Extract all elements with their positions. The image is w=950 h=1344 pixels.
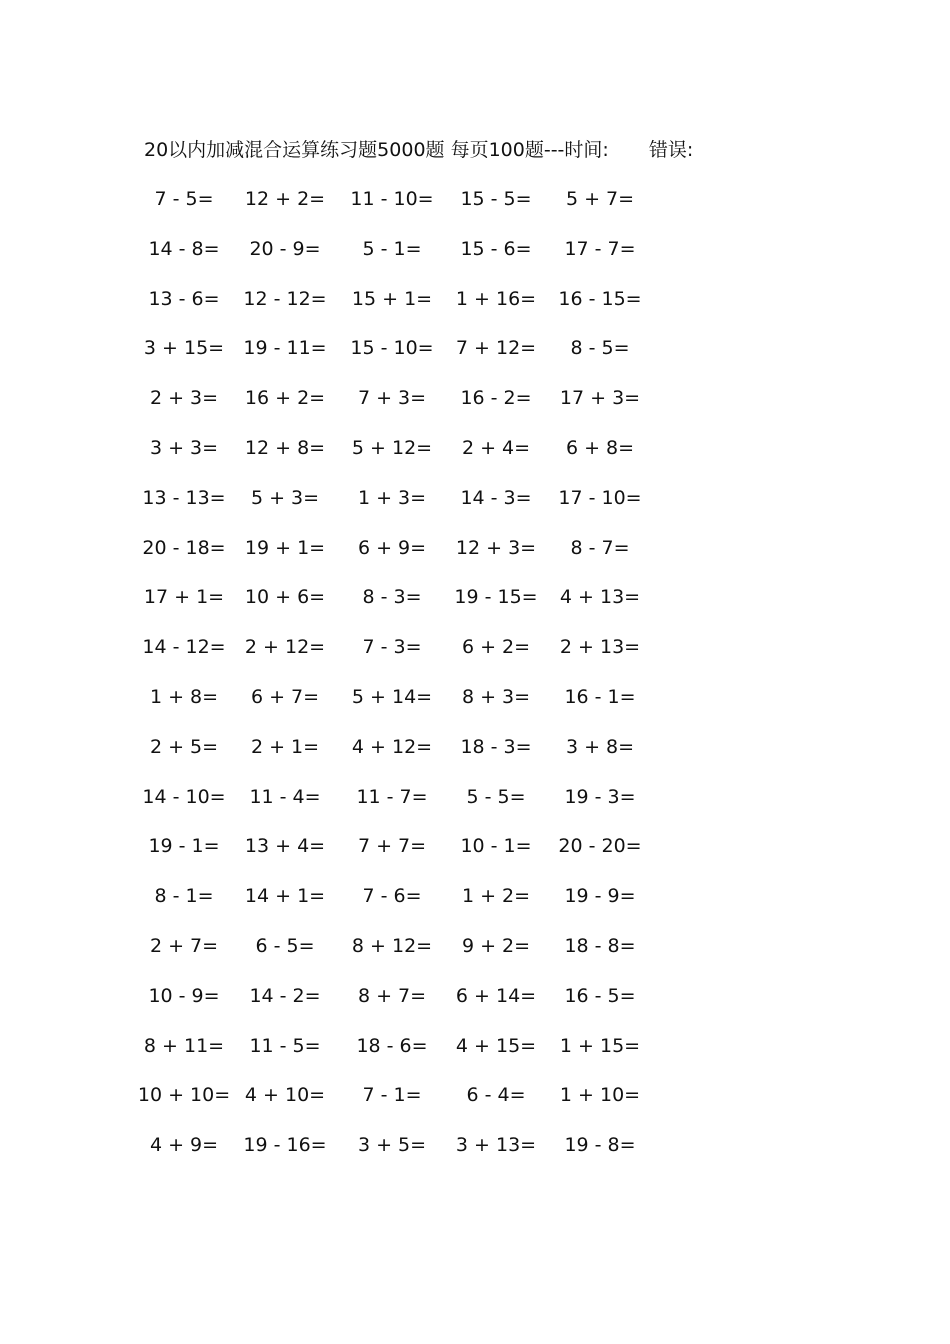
math-problem: 2 + 5= [149,735,219,758]
math-problem: 11 - 7= [356,785,428,808]
math-problem: 7 - 1= [362,1084,422,1107]
math-problem: 3 + 15= [143,337,225,360]
math-problem: 8 + 11= [143,1034,225,1057]
math-problem: 10 - 9= [148,984,220,1007]
problem-row [0,784,950,810]
math-problem: 20 - 9= [249,237,321,260]
math-problem: 8 - 3= [362,586,422,609]
math-problem: 12 + 2= [244,188,326,210]
math-problem: 12 + 3= [455,536,537,559]
math-problem: 4 + 13= [559,586,641,609]
math-problem: 7 + 7= [357,835,427,858]
math-problem: 8 + 3= [461,686,531,708]
math-problem: 15 - 6= [460,237,532,260]
math-problem: 14 - 3= [460,486,532,509]
math-problem: 6 - 4= [466,1084,526,1107]
problem-row [0,584,950,610]
problem-row [0,535,950,561]
math-problem: 6 + 9= [357,536,427,559]
problem-row [0,634,950,660]
math-problem: 17 - 7= [564,237,636,260]
errors-label: 错误: [648,139,694,161]
math-problem: 2 + 3= [149,387,219,410]
math-problem: 17 + 1= [143,586,225,609]
math-problem: 6 + 14= [455,984,537,1007]
math-problem: 11 - 5= [249,1034,321,1057]
math-problem: 10 + 10= [137,1084,231,1107]
problem-row [0,1033,950,1059]
math-problem: 13 + 4= [244,835,326,858]
math-problem: 20 - 20= [558,835,642,858]
problem-row [0,883,950,909]
math-problem: 15 + 1= [351,287,433,310]
problem-row [0,933,950,959]
math-problem: 19 - 16= [243,1134,327,1157]
problem-row [0,186,950,212]
problem-row [0,385,950,411]
math-problem: 1 + 10= [559,1084,641,1107]
math-problem: 6 - 5= [255,935,315,957]
math-problem: 18 - 6= [356,1034,428,1057]
math-problem: 5 + 3= [250,486,320,509]
math-problem: 5 - 1= [362,237,422,260]
problem-row [0,1082,950,1108]
math-problem: 6 + 8= [565,437,635,459]
math-problem: 3 + 5= [357,1134,427,1157]
problem-row [0,335,950,361]
math-problem: 5 + 14= [351,686,433,708]
math-problem: 2 + 13= [559,636,641,659]
math-problem: 1 + 15= [559,1034,641,1057]
math-problem: 8 - 7= [570,536,630,559]
math-problem: 15 - 10= [350,337,434,360]
math-problem: 16 - 15= [558,287,642,310]
math-problem: 17 + 3= [559,387,641,410]
math-problem: 16 + 2= [244,387,326,410]
math-problem: 10 + 6= [244,586,326,609]
math-problem: 14 + 1= [244,885,326,908]
problem-row [0,435,950,461]
math-problem: 15 - 5= [460,188,532,210]
math-problem: 19 - 8= [564,1134,636,1157]
problem-row [0,684,950,710]
math-problem: 5 - 5= [466,785,526,808]
math-problem: 10 - 1= [460,835,532,858]
math-problem: 14 - 2= [249,984,321,1007]
math-problem: 6 + 7= [250,686,320,708]
math-problem: 11 - 10= [350,188,434,210]
math-problem: 8 + 7= [357,984,427,1007]
math-problem: 8 + 12= [351,935,433,957]
math-problem: 7 + 12= [455,337,537,360]
problem-row [0,236,950,262]
math-problem: 4 + 10= [244,1084,326,1107]
math-problem: 7 - 3= [362,636,422,659]
math-problem: 1 + 3= [357,486,427,509]
math-problem: 12 + 8= [244,437,326,459]
math-problem: 3 + 8= [565,735,635,758]
problem-row [0,833,950,859]
math-problem: 2 + 12= [244,636,326,659]
math-problem: 5 + 7= [565,188,635,210]
problem-row [0,734,950,760]
math-problem: 3 + 3= [149,437,219,459]
math-problem: 19 - 15= [454,586,538,609]
math-problem: 5 + 12= [351,437,433,459]
problem-row [0,485,950,511]
math-problem: 12 - 12= [243,287,327,310]
math-problem: 7 - 5= [154,188,214,210]
math-problem: 14 - 12= [142,636,226,659]
problem-row [0,983,950,1009]
math-problem: 6 + 2= [461,636,531,659]
math-problem: 20 - 18= [142,536,226,559]
math-problem: 19 - 1= [148,835,220,858]
math-problem: 19 - 9= [564,885,636,908]
math-problem: 1 + 2= [461,885,531,908]
math-problem: 2 + 4= [461,437,531,459]
math-problem: 2 + 1= [250,735,320,758]
math-problem: 9 + 2= [461,935,531,957]
math-problem: 18 - 8= [564,935,636,957]
math-problem: 19 - 3= [564,785,636,808]
math-problem: 4 + 12= [351,735,433,758]
math-problem: 13 - 6= [148,287,220,310]
math-problem: 4 + 9= [149,1134,219,1157]
math-problem: 16 - 1= [564,686,636,708]
math-problem: 3 + 13= [455,1134,537,1157]
math-problem: 4 + 15= [455,1034,537,1057]
math-problem: 19 - 11= [243,337,327,360]
math-problem: 11 - 4= [249,785,321,808]
math-problem: 18 - 3= [460,735,532,758]
math-problem: 2 + 7= [149,935,219,957]
math-problem: 13 - 13= [142,486,226,509]
math-problem: 16 - 5= [564,984,636,1007]
math-problem: 16 - 2= [460,387,532,410]
math-problem: 7 - 6= [362,885,422,908]
math-problem: 14 - 10= [142,785,226,808]
math-problem: 7 + 3= [357,387,427,410]
problem-row [0,286,950,312]
worksheet-title: 20以内加减混合运算练习题5000题 每页100题---时间: [144,139,609,161]
math-problem: 19 + 1= [244,536,326,559]
math-problem: 1 + 8= [149,686,219,708]
math-problem: 1 + 16= [455,287,537,310]
problem-row [0,1132,950,1158]
math-problem: 8 - 5= [570,337,630,360]
math-problem: 8 - 1= [154,885,214,908]
math-problem: 14 - 8= [148,237,220,260]
math-problem: 17 - 10= [558,486,642,509]
